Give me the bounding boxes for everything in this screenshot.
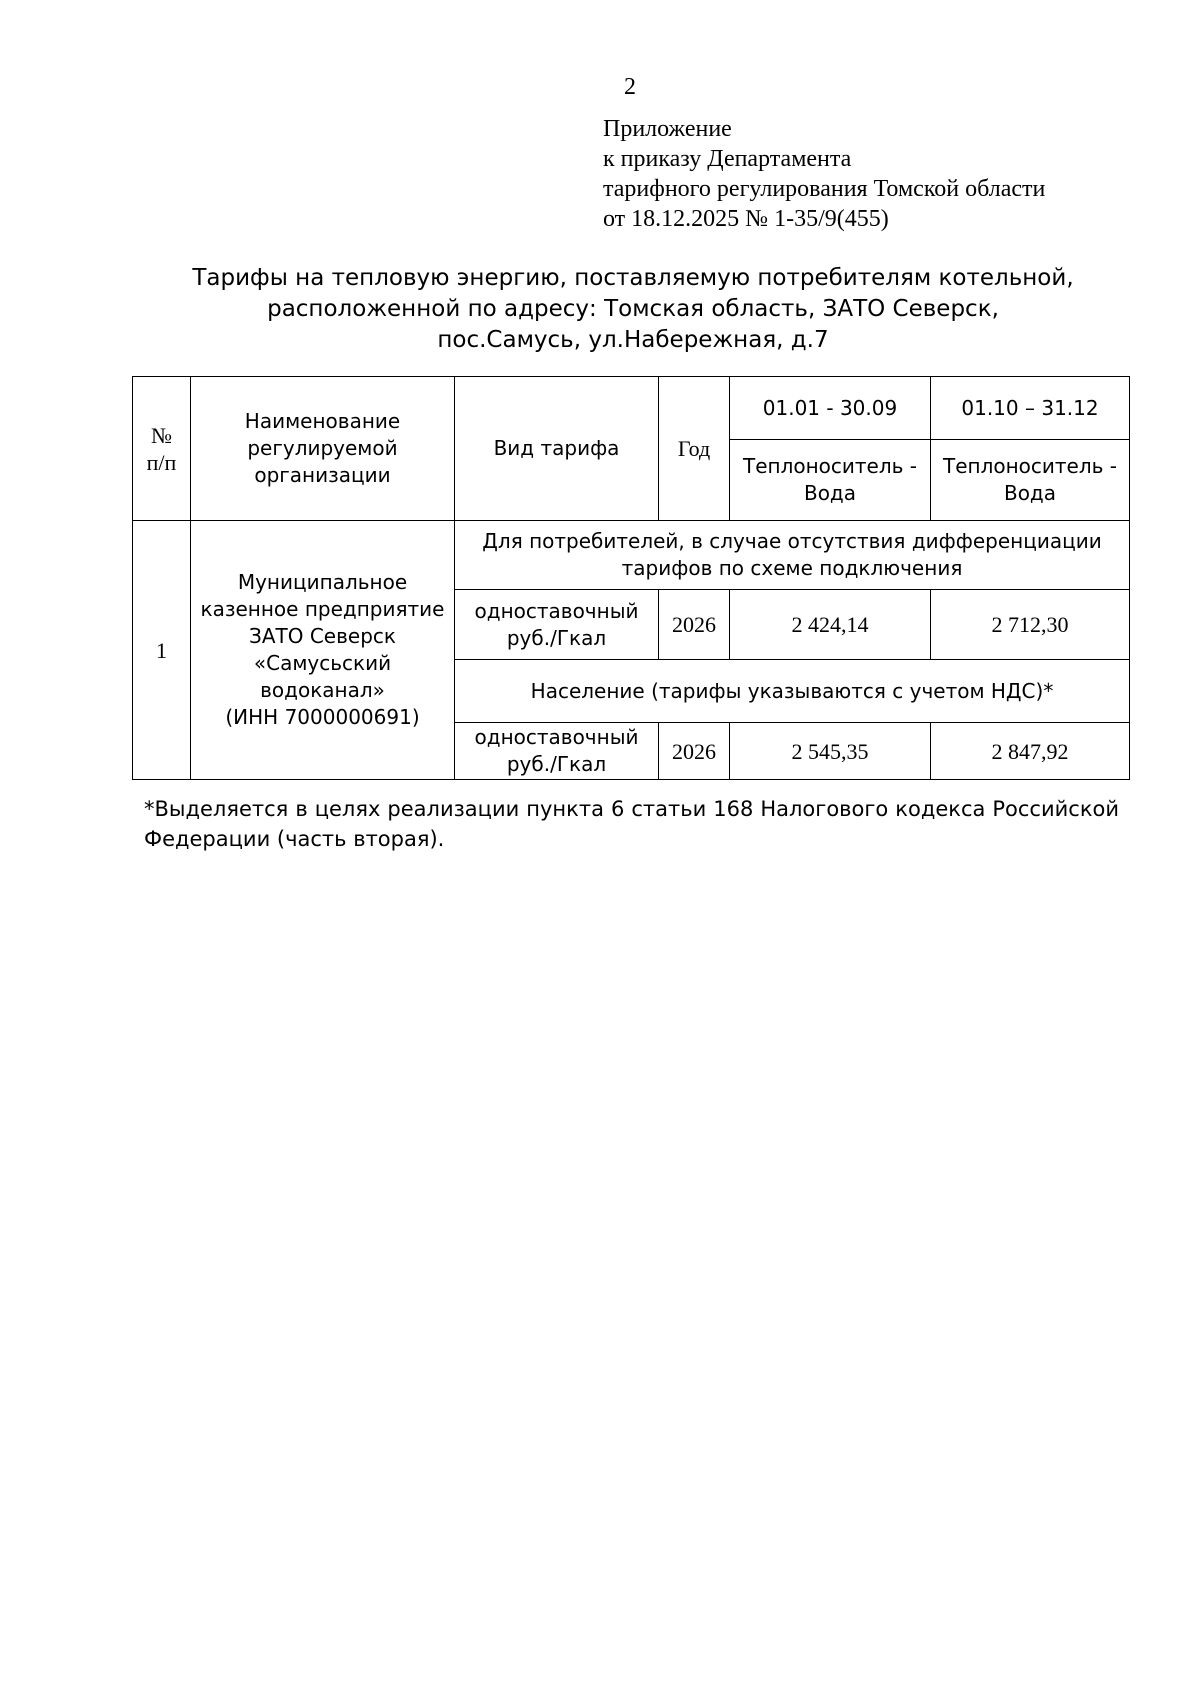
appendix-line: от 18.12.2025 № 1-35/9(455) bbox=[603, 206, 889, 232]
tariff-table bbox=[132, 376, 1130, 780]
header-year: Год bbox=[659, 377, 730, 521]
header-organization: Наименование регулируемой организации bbox=[191, 377, 455, 521]
appendix-header bbox=[603, 114, 1045, 234]
header-tariff-type: Вид тарифа bbox=[455, 377, 659, 521]
appendix-line: к приказу Департамента bbox=[603, 146, 852, 172]
header-number: № п/п bbox=[133, 377, 191, 521]
header-period-2: 01.10 – 31.12 bbox=[931, 377, 1130, 440]
organization-name: Муниципальное казенное предприятие ЗАТО Северск «Самусьский водоканал» (ИНН 7000000691) bbox=[191, 521, 455, 780]
footnote: *Выделяется в целях реализации пункта 6 статьи 168 Налогового кодекса Российской Федерации (часть вторая). bbox=[144, 797, 1119, 851]
header-carrier-1: Теплоноситель - Вода bbox=[730, 440, 931, 521]
title-line: расположенной по адресу: Томская область, ЗАТО Северск, bbox=[267, 296, 999, 322]
tariff-type-cell: одноставочный руб./Гкал bbox=[455, 590, 659, 660]
header-period-1: 01.01 - 30.09 bbox=[730, 377, 931, 440]
value-cell: 2 712,30 bbox=[931, 590, 1130, 660]
appendix-line: тарифного регулирования Томской области bbox=[603, 176, 1046, 202]
table-header-row bbox=[133, 377, 1130, 440]
title-line: пос.Самусь, ул.Набережная, д.7 bbox=[437, 327, 829, 353]
title-line: Тарифы на тепловую энергию, поставляемую потребителям котельной, bbox=[192, 265, 1074, 291]
document-title bbox=[133, 263, 1133, 356]
section-title-row bbox=[133, 521, 1130, 590]
year-cell: 2026 bbox=[659, 723, 730, 780]
tariff-type-cell: одноставочный руб./Гкал bbox=[455, 723, 659, 780]
value-cell: 2 847,92 bbox=[931, 723, 1130, 780]
section-title: Население (тарифы указываются с учетом НДС)* bbox=[455, 660, 1130, 723]
page-number: 2 bbox=[624, 74, 636, 100]
year-cell: 2026 bbox=[659, 590, 730, 660]
value-cell: 2 424,14 bbox=[730, 590, 931, 660]
section-title: Для потребителей, в случае отсутствия дифференциации тарифов по схеме подключения bbox=[455, 521, 1130, 590]
value-cell: 2 545,35 bbox=[730, 723, 931, 780]
header-carrier-2: Теплоноситель - Вода bbox=[931, 440, 1130, 521]
row-number: 1 bbox=[133, 521, 191, 780]
appendix-line: Приложение bbox=[603, 116, 732, 142]
